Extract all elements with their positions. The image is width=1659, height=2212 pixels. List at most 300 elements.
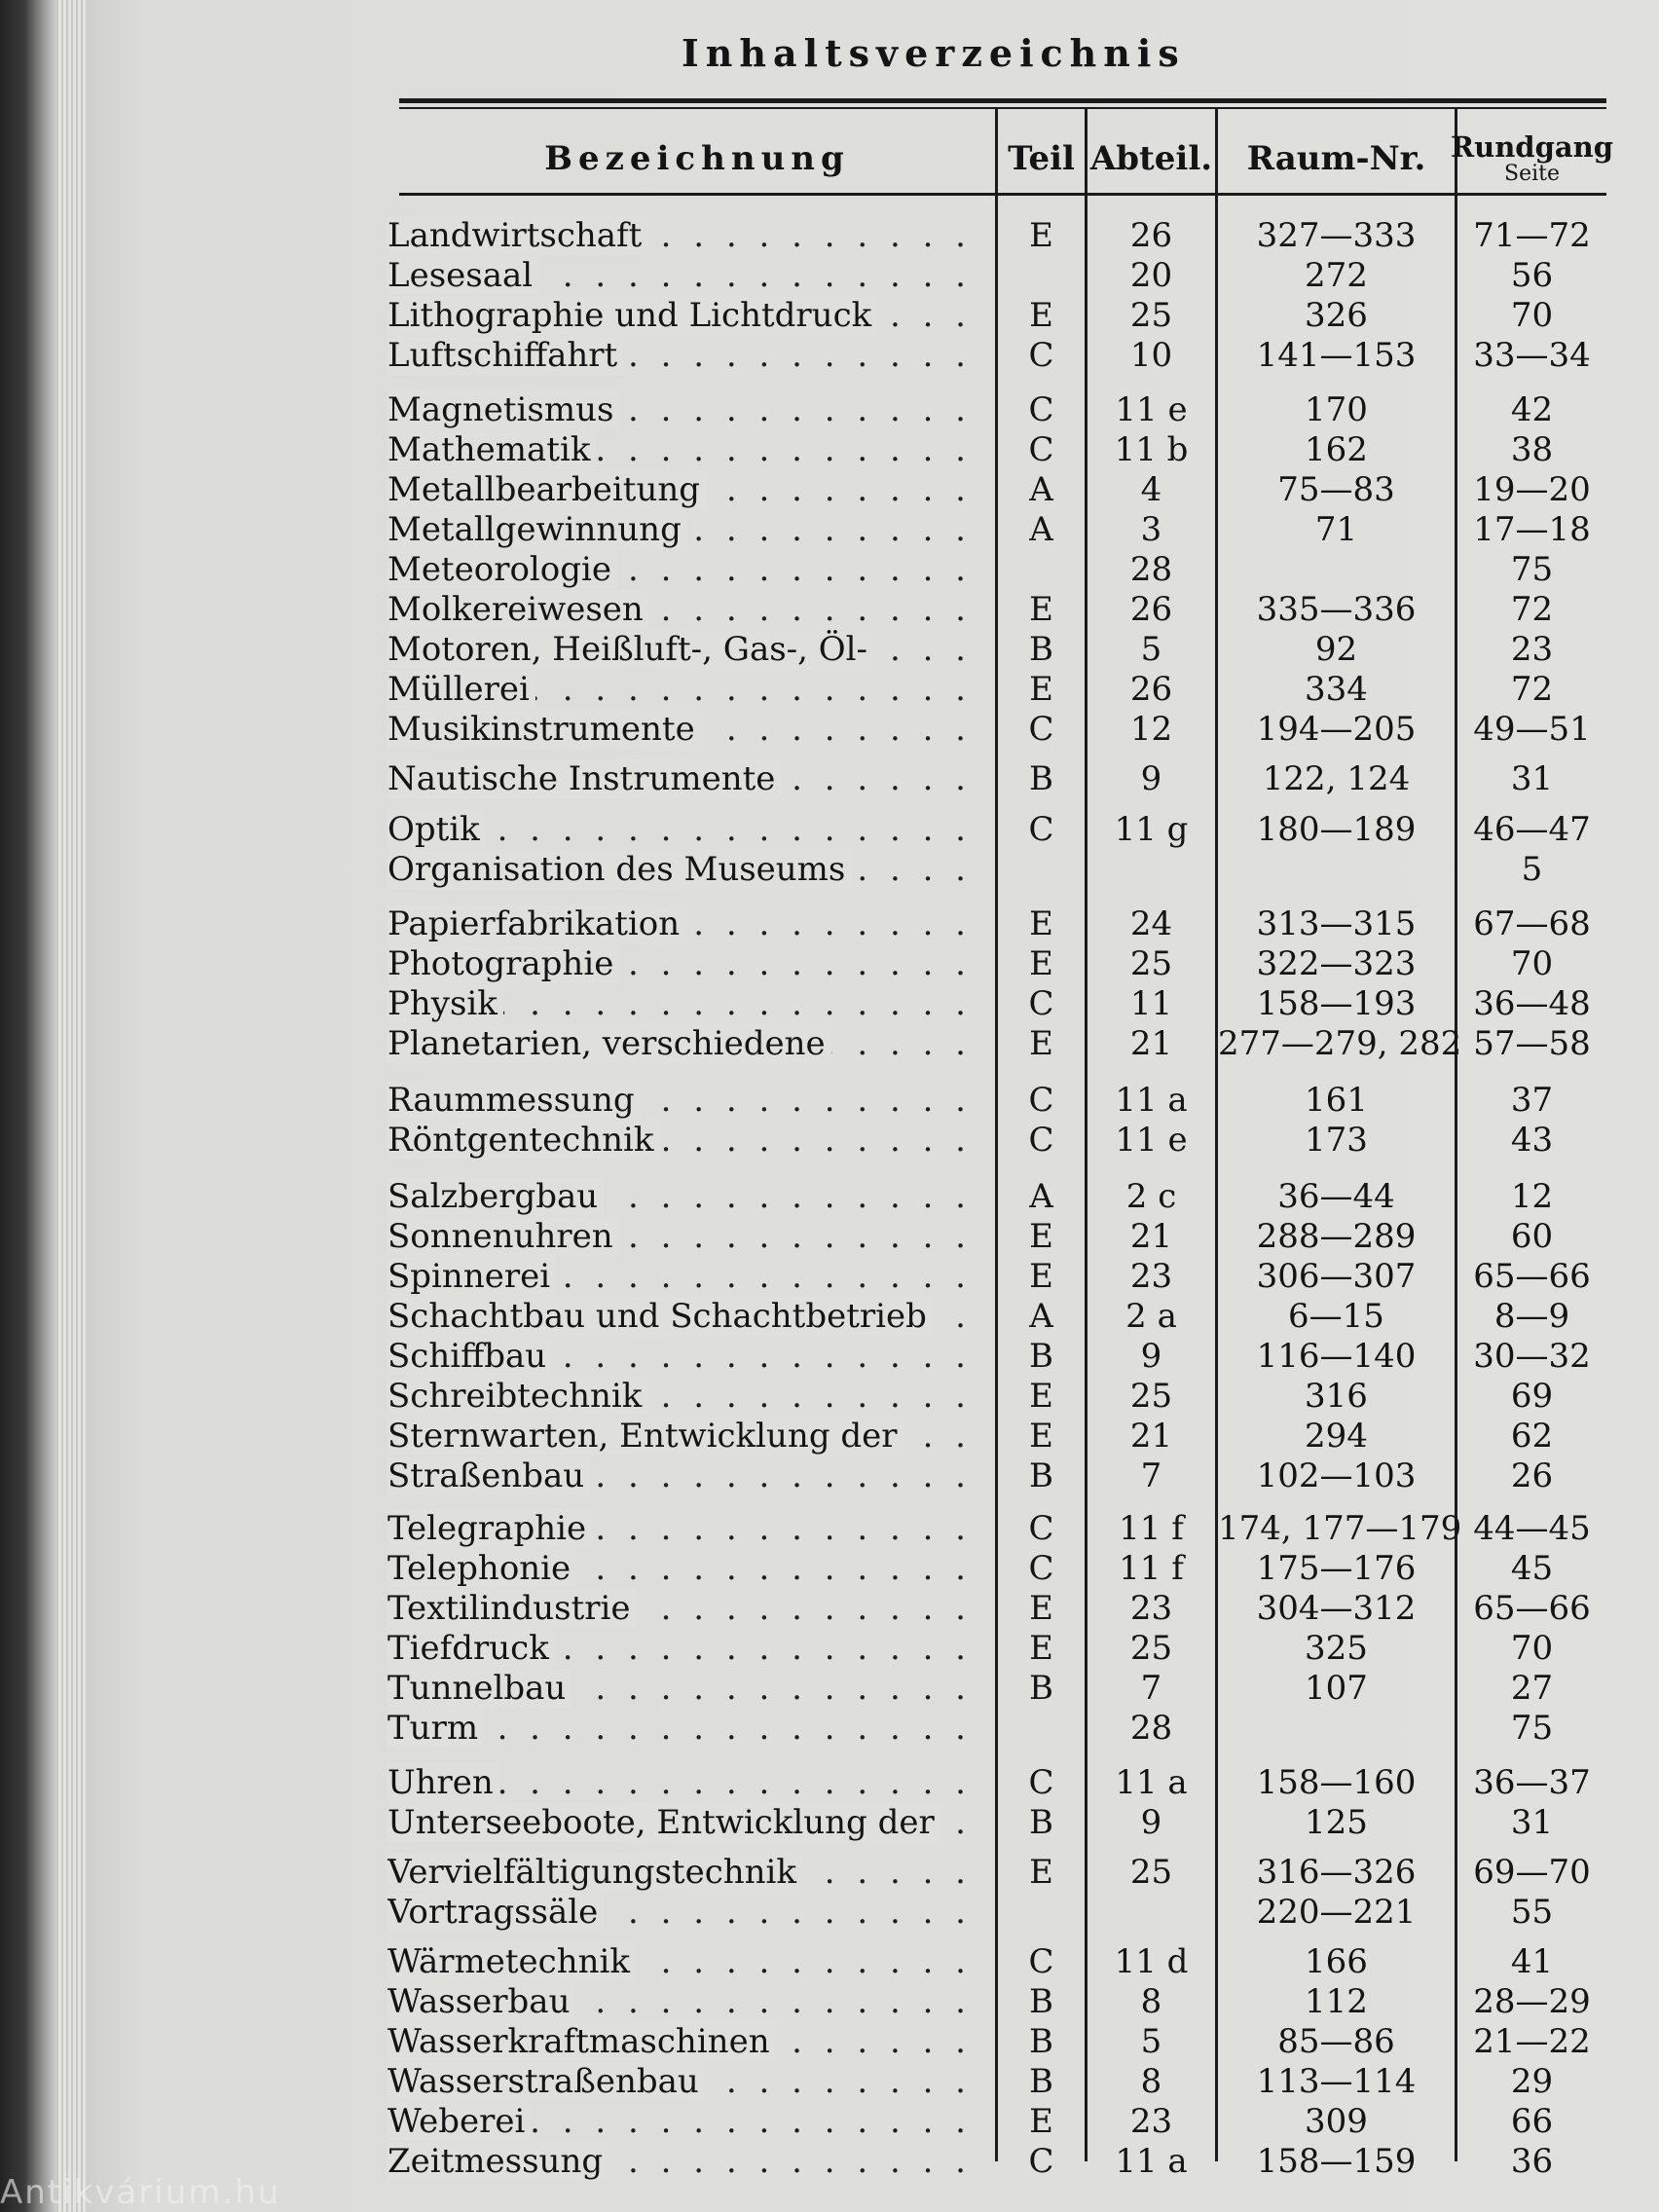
- rundgang-cell: 57—58: [1473, 1024, 1591, 1063]
- abteil-cell: 9: [1140, 1337, 1162, 1376]
- bezeichnung-cell: [387, 1024, 972, 1063]
- entry-label: Weberei: [387, 2102, 531, 2141]
- abteil-cell: 23: [1129, 2102, 1173, 2141]
- entry-label: Optik: [387, 810, 486, 849]
- bezeichnung-cell: [387, 850, 972, 889]
- rundgang-cell: 12: [1510, 1177, 1554, 1216]
- table-row: [0, 1509, 1659, 1548]
- teil-cell: E: [1029, 1853, 1053, 1892]
- rundgang-cell: 66: [1510, 2102, 1554, 2141]
- table-row: [0, 1257, 1659, 1296]
- entry-label: Sternwarten, Entwicklung der: [387, 1417, 903, 1456]
- bezeichnung-cell: [387, 1709, 972, 1748]
- table-row: [0, 2102, 1659, 2141]
- raum-cell: 277—279, 282: [1218, 1024, 1462, 1063]
- rundgang-cell: 17—18: [1473, 510, 1591, 549]
- table-row: [0, 1763, 1659, 1802]
- rundgang-cell: 55: [1510, 1893, 1554, 1932]
- rundgang-cell: 21—22: [1473, 2022, 1591, 2061]
- raum-cell: 334: [1305, 670, 1368, 709]
- bezeichnung-cell: [387, 1982, 972, 2021]
- table-row: [0, 904, 1659, 943]
- rundgang-cell: 44—45: [1473, 1509, 1591, 1548]
- abteil-cell: 8: [1140, 2062, 1162, 2101]
- bezeichnung-cell: [387, 1893, 972, 1932]
- teil-cell: E: [1029, 1217, 1053, 1256]
- rundgang-cell: 45: [1510, 1549, 1554, 1588]
- raum-cell: 288—289: [1256, 1217, 1417, 1256]
- table-row: [0, 216, 1659, 255]
- bezeichnung-cell: [387, 1337, 972, 1376]
- bezeichnung-cell: [387, 1297, 972, 1336]
- rundgang-cell: 70: [1510, 944, 1554, 983]
- entry-label: Tunnelbau: [387, 1669, 571, 1708]
- bezeichnung-cell: [387, 810, 972, 849]
- table-row: [0, 390, 1659, 429]
- entry-label: Schiffbau: [387, 1337, 552, 1376]
- rundgang-cell: 75: [1510, 1709, 1554, 1748]
- rundgang-cell: 65—66: [1473, 1257, 1591, 1296]
- bezeichnung-cell: [387, 390, 972, 429]
- raum-cell: 75—83: [1277, 470, 1395, 509]
- table-row: [0, 1853, 1659, 1892]
- rundgang-cell: 49—51: [1473, 710, 1591, 749]
- teil-cell: E: [1029, 1257, 1053, 1296]
- abteil-cell: 2 a: [1125, 1297, 1177, 1336]
- raum-cell: 71: [1314, 510, 1358, 549]
- raum-cell: 304—312: [1256, 1589, 1417, 1628]
- abteil-cell: 11 f: [1119, 1549, 1184, 1588]
- abteil-cell: 28: [1129, 550, 1173, 589]
- table-row: [0, 1297, 1659, 1336]
- abteil-cell: 11 d: [1114, 1942, 1189, 1981]
- table-row: [0, 1377, 1659, 1416]
- teil-cell: E: [1029, 1024, 1053, 1063]
- entry-label: Sonnenuhren: [387, 1217, 619, 1256]
- raum-cell: 316—326: [1256, 1853, 1417, 1892]
- abteil-cell: 11 a: [1115, 1081, 1188, 1120]
- column-header-abteil: Abteil.: [1089, 139, 1213, 178]
- rundgang-cell: 41: [1510, 1942, 1554, 1981]
- teil-cell: E: [1029, 2102, 1053, 2141]
- table-row: [0, 2062, 1659, 2101]
- abteil-cell: 11 g: [1114, 810, 1189, 849]
- table-row: [0, 1549, 1659, 1588]
- rundgang-label: Rundgang: [1451, 129, 1613, 164]
- raum-cell: 174, 177—179: [1218, 1509, 1462, 1548]
- raum-cell: 272: [1305, 256, 1368, 295]
- table-row: [0, 1669, 1659, 1708]
- bezeichnung-cell: [387, 2142, 972, 2181]
- teil-cell: B: [1029, 630, 1053, 669]
- bezeichnung-cell: [387, 1257, 972, 1296]
- abteil-cell: 9: [1140, 1803, 1162, 1842]
- teil-cell: E: [1029, 670, 1053, 709]
- bezeichnung-cell: [387, 1509, 972, 1548]
- raum-cell: 327—333: [1256, 216, 1417, 255]
- abteil-cell: 12: [1129, 710, 1173, 749]
- teil-cell: B: [1029, 1669, 1053, 1708]
- entry-label: Metallbearbeitung: [387, 470, 706, 509]
- bezeichnung-cell: [387, 470, 972, 509]
- teil-cell: B: [1029, 1803, 1053, 1842]
- raum-cell: 173: [1305, 1121, 1368, 1160]
- entry-label: Straßenbau: [387, 1456, 590, 1495]
- abteil-cell: 25: [1129, 1377, 1173, 1416]
- teil-cell: C: [1028, 710, 1054, 749]
- table-row: [0, 336, 1659, 375]
- table-row: [0, 1081, 1659, 1120]
- teil-cell: E: [1029, 1417, 1053, 1456]
- rundgang-cell: 19—20: [1473, 470, 1591, 509]
- table-row: [0, 1709, 1659, 1748]
- bezeichnung-cell: [387, 1217, 972, 1256]
- teil-cell: C: [1028, 984, 1054, 1023]
- raum-cell: 325: [1305, 1629, 1368, 1668]
- teil-cell: C: [1028, 1942, 1054, 1981]
- abteil-cell: 21: [1129, 1217, 1173, 1256]
- teil-cell: E: [1029, 904, 1053, 943]
- table-row: [0, 1217, 1659, 1256]
- abteil-cell: 25: [1129, 1853, 1173, 1892]
- bezeichnung-cell: [387, 336, 972, 375]
- abteil-cell: 21: [1129, 1417, 1173, 1456]
- table-row: [0, 670, 1659, 709]
- abteil-cell: 5: [1140, 2022, 1162, 2061]
- teil-cell: E: [1029, 1589, 1053, 1628]
- raum-cell: 158—160: [1256, 1763, 1417, 1802]
- table-row: [0, 944, 1659, 983]
- bezeichnung-cell: [387, 2022, 972, 2061]
- bezeichnung-cell: [387, 1549, 972, 1588]
- abteil-cell: 10: [1129, 336, 1173, 375]
- teil-cell: C: [1028, 1763, 1054, 1802]
- teil-cell: C: [1028, 1549, 1054, 1588]
- table-row: [0, 1942, 1659, 1981]
- entry-label: Meteorologie: [387, 550, 617, 589]
- rundgang-cell: 26: [1510, 1456, 1554, 1495]
- entry-label: Wärmetechnik: [387, 1942, 636, 1981]
- abteil-cell: 20: [1129, 256, 1173, 295]
- teil-cell: C: [1028, 810, 1054, 849]
- table-row: [0, 550, 1659, 589]
- abteil-cell: 24: [1129, 904, 1173, 943]
- raum-cell: 162: [1305, 430, 1368, 469]
- raum-cell: 122, 124: [1262, 759, 1411, 798]
- abteil-cell: 4: [1140, 470, 1162, 509]
- table-row: [0, 710, 1659, 749]
- entry-label: Telephonie: [387, 1549, 576, 1588]
- raum-cell: 316: [1305, 1377, 1368, 1416]
- rundgang-cell: 36: [1510, 2142, 1554, 2181]
- rundgang-cell: 5: [1521, 850, 1543, 889]
- raum-cell: 107: [1305, 1669, 1368, 1708]
- table-row: [0, 810, 1659, 849]
- abteil-cell: 11 a: [1115, 1763, 1188, 1802]
- abteil-cell: 25: [1129, 944, 1173, 983]
- raum-cell: 180—189: [1256, 810, 1417, 849]
- table-row: [0, 1121, 1659, 1160]
- teil-cell: B: [1029, 2062, 1053, 2101]
- teil-cell: A: [1029, 510, 1053, 549]
- bezeichnung-cell: [387, 1629, 972, 1668]
- bezeichnung-cell: [387, 2062, 972, 2101]
- bezeichnung-cell: [387, 256, 972, 295]
- teil-cell: C: [1028, 390, 1054, 429]
- raum-cell: 175—176: [1256, 1549, 1417, 1588]
- teil-cell: E: [1029, 944, 1053, 983]
- teil-cell: B: [1029, 1982, 1053, 2021]
- entry-label: Wasserbau: [387, 1982, 575, 2021]
- teil-cell: C: [1028, 336, 1054, 375]
- bezeichnung-cell: [387, 296, 972, 335]
- rundgang-cell: 70: [1510, 296, 1554, 335]
- table-row: [0, 1893, 1659, 1932]
- table-row: [0, 1177, 1659, 1216]
- entry-label: Lithographie und Lichtdruck: [387, 296, 877, 335]
- bezeichnung-cell: [387, 1669, 972, 1708]
- abteil-cell: 7: [1140, 1669, 1162, 1708]
- bezeichnung-cell: [387, 630, 972, 669]
- bezeichnung-cell: [387, 216, 972, 255]
- rundgang-cell: 72: [1510, 590, 1554, 629]
- raum-cell: 112: [1305, 1982, 1368, 2021]
- rundgang-cell: 62: [1510, 1417, 1554, 1456]
- bezeichnung-cell: [387, 944, 972, 983]
- teil-cell: E: [1029, 1377, 1053, 1416]
- entry-label: Tiefdruck: [387, 1629, 555, 1668]
- abteil-cell: 26: [1129, 590, 1173, 629]
- teil-cell: C: [1028, 1509, 1054, 1548]
- entry-label: Uhren: [387, 1763, 499, 1802]
- raum-cell: 313—315: [1256, 904, 1417, 943]
- entry-label: Photographie: [387, 944, 619, 983]
- entry-label: Musikinstrumente: [387, 710, 701, 749]
- entry-label: Planetarien, verschiedene: [387, 1024, 831, 1063]
- abteil-cell: 5: [1140, 630, 1162, 669]
- rundgang-cell: 27: [1510, 1669, 1554, 1708]
- rundgang-cell: 33—34: [1473, 336, 1591, 375]
- teil-cell: E: [1029, 216, 1053, 255]
- entry-label: Turm: [387, 1709, 484, 1748]
- abteil-cell: 11 b: [1114, 430, 1189, 469]
- raum-cell: 170: [1305, 390, 1368, 429]
- abteil-cell: 23: [1129, 1589, 1173, 1628]
- teil-cell: B: [1029, 1337, 1053, 1376]
- rundgang-cell: 38: [1510, 430, 1554, 469]
- abteil-cell: 25: [1129, 296, 1173, 335]
- entry-label: Schreibtechnik: [387, 1377, 647, 1416]
- table-row: [0, 1629, 1659, 1668]
- abteil-cell: 26: [1129, 216, 1173, 255]
- rundgang-cell: 43: [1510, 1121, 1554, 1160]
- teil-cell: C: [1028, 1121, 1054, 1160]
- entry-label: Spinnerei: [387, 1257, 556, 1296]
- abteil-cell: 11: [1129, 984, 1173, 1023]
- entry-label: Magnetismus: [387, 390, 619, 429]
- rundgang-cell: 70: [1510, 1629, 1554, 1668]
- rundgang-cell: 60: [1510, 1217, 1554, 1256]
- entry-label: Metallgewinnung: [387, 510, 687, 549]
- rundgang-cell: 23: [1510, 630, 1554, 669]
- entry-label: Wasserstraßenbau: [387, 2062, 705, 2101]
- rundgang-cell: 67—68: [1473, 904, 1591, 943]
- entry-label: Zeitmessung: [387, 2142, 608, 2181]
- entry-label: Salzbergbau: [387, 1177, 604, 1216]
- entry-label: Lesesaal: [387, 256, 538, 295]
- raum-cell: 161: [1305, 1081, 1368, 1120]
- teil-cell: A: [1029, 470, 1053, 509]
- rundgang-cell: 71—72: [1473, 216, 1591, 255]
- teil-cell: B: [1029, 2022, 1053, 2061]
- raum-cell: 92: [1314, 630, 1358, 669]
- bezeichnung-cell: [387, 1081, 972, 1120]
- entry-label: Raummessung: [387, 1081, 641, 1120]
- rundgang-cell: 29: [1510, 2062, 1554, 2101]
- table-row: [0, 1337, 1659, 1376]
- teil-cell: A: [1029, 1177, 1053, 1216]
- bezeichnung-cell: [387, 1456, 972, 1495]
- abteil-cell: 26: [1129, 670, 1173, 709]
- raum-cell: 158—193: [1256, 984, 1417, 1023]
- table-row: [0, 1456, 1659, 1495]
- teil-cell: B: [1029, 759, 1053, 798]
- rundgang-cell: 72: [1510, 670, 1554, 709]
- rundgang-cell: 31: [1510, 1803, 1554, 1842]
- entry-label: Papierfabrikation: [387, 904, 685, 943]
- bezeichnung-cell: [387, 2102, 972, 2141]
- rundgang-cell: 37: [1510, 1081, 1554, 1120]
- rundgang-cell: 65—66: [1473, 1589, 1591, 1628]
- teil-cell: B: [1029, 1456, 1053, 1495]
- rundgang-cell: 69—70: [1473, 1853, 1591, 1892]
- abteil-cell: 28: [1129, 1709, 1173, 1748]
- entry-label: Müllerei: [387, 670, 535, 709]
- abteil-cell: 8: [1140, 1982, 1162, 2021]
- abteil-cell: 11 e: [1115, 1121, 1188, 1160]
- raum-cell: 194—205: [1256, 710, 1417, 749]
- seite-label: Seite: [1504, 161, 1560, 186]
- rundgang-cell: 36—37: [1473, 1763, 1591, 1802]
- teil-cell: E: [1029, 1629, 1053, 1668]
- bezeichnung-cell: [387, 759, 972, 798]
- rundgang-cell: 36—48: [1473, 984, 1591, 1023]
- table-row: [0, 850, 1659, 889]
- raum-cell: 85—86: [1277, 2022, 1395, 2061]
- table-row: [0, 470, 1659, 509]
- entry-label: Textilindustrie: [387, 1589, 637, 1628]
- page-title: Inhaltsverzeichnis: [682, 31, 1186, 75]
- table-row: [0, 590, 1659, 629]
- teil-cell: E: [1029, 296, 1053, 335]
- raum-cell: 6—15: [1288, 1297, 1384, 1336]
- raum-cell: 326: [1305, 296, 1368, 335]
- table-row: [0, 256, 1659, 295]
- entry-label: Nautische Instrumente: [387, 759, 781, 798]
- entry-label: Organisation des Museums: [387, 850, 851, 889]
- teil-cell: C: [1028, 2142, 1054, 2181]
- table-row: [0, 2022, 1659, 2061]
- raum-cell: 306—307: [1256, 1257, 1417, 1296]
- raum-cell: 166: [1305, 1942, 1368, 1981]
- bezeichnung-cell: [387, 1121, 972, 1160]
- bezeichnung-cell: [387, 550, 972, 589]
- bezeichnung-cell: [387, 670, 972, 709]
- table-row: [0, 1589, 1659, 1628]
- teil-cell: C: [1028, 430, 1054, 469]
- teil-cell: A: [1029, 1297, 1053, 1336]
- table-row: [0, 630, 1659, 669]
- abteil-cell: 2 c: [1125, 1177, 1177, 1216]
- bezeichnung-cell: [387, 1803, 972, 1842]
- bezeichnung-cell: [387, 1417, 972, 1456]
- bezeichnung-cell: [387, 590, 972, 629]
- table-row: [0, 296, 1659, 335]
- bezeichnung-cell: [387, 1763, 972, 1802]
- teil-cell: C: [1028, 1081, 1054, 1120]
- entry-label: Röntgentechnik: [387, 1121, 660, 1160]
- table-row: [0, 1417, 1659, 1456]
- raum-cell: 36—44: [1277, 1177, 1395, 1216]
- rundgang-cell: 42: [1510, 390, 1554, 429]
- table-row: [0, 430, 1659, 469]
- raum-cell: 102—103: [1256, 1456, 1417, 1495]
- bezeichnung-cell: [387, 1942, 972, 1981]
- rundgang-cell: 8—9: [1493, 1297, 1570, 1336]
- entry-label: Schachtbau und Schachtbetrieb: [387, 1297, 933, 1336]
- table-row: [0, 984, 1659, 1023]
- bezeichnung-cell: [387, 904, 972, 943]
- rundgang-cell: 69: [1510, 1377, 1554, 1416]
- table-row: [0, 1982, 1659, 2021]
- abteil-cell: 21: [1129, 1024, 1173, 1063]
- abteil-cell: 11 f: [1119, 1509, 1184, 1548]
- rundgang-cell: 46—47: [1473, 810, 1591, 849]
- abteil-cell: 11 a: [1115, 2142, 1188, 2181]
- entry-label: Unterseeboote, Entwicklung der: [387, 1803, 940, 1842]
- bezeichnung-cell: [387, 510, 972, 549]
- rundgang-cell: 31: [1510, 759, 1554, 798]
- table-row: [0, 1803, 1659, 1842]
- entry-label: Physik: [387, 984, 503, 1023]
- column-header-raum: Raum-Nr.: [1246, 139, 1426, 178]
- abteil-cell: 25: [1129, 1629, 1173, 1668]
- rundgang-cell: 56: [1510, 256, 1554, 295]
- bezeichnung-cell: [387, 710, 972, 749]
- bezeichnung-cell: [387, 984, 972, 1023]
- entry-label: Molkereiwesen: [387, 590, 649, 629]
- raum-cell: 158—159: [1256, 2142, 1417, 2181]
- entry-label: Telegraphie: [387, 1509, 592, 1548]
- rundgang-cell: 28—29: [1473, 1982, 1591, 2021]
- raum-cell: 116—140: [1256, 1337, 1417, 1376]
- raum-cell: 220—221: [1256, 1893, 1417, 1932]
- abteil-cell: 23: [1129, 1257, 1173, 1296]
- bezeichnung-cell: [387, 1589, 972, 1628]
- entry-label: Wasserkraftmaschinen: [387, 2022, 776, 2061]
- entry-label: Vervielfältigungstechnik: [387, 1853, 802, 1892]
- bezeichnung-cell: [387, 1177, 972, 1216]
- entry-label: Mathematik: [387, 430, 596, 469]
- raum-cell: 141—153: [1256, 336, 1417, 375]
- entry-label: Luftschiffahrt: [387, 336, 623, 375]
- abteil-cell: 3: [1140, 510, 1162, 549]
- raum-cell: 309: [1305, 2102, 1368, 2141]
- column-header-teil: Teil: [1008, 139, 1075, 178]
- raum-cell: 125: [1305, 1803, 1368, 1842]
- abteil-cell: 7: [1140, 1456, 1162, 1495]
- teil-cell: E: [1029, 590, 1053, 629]
